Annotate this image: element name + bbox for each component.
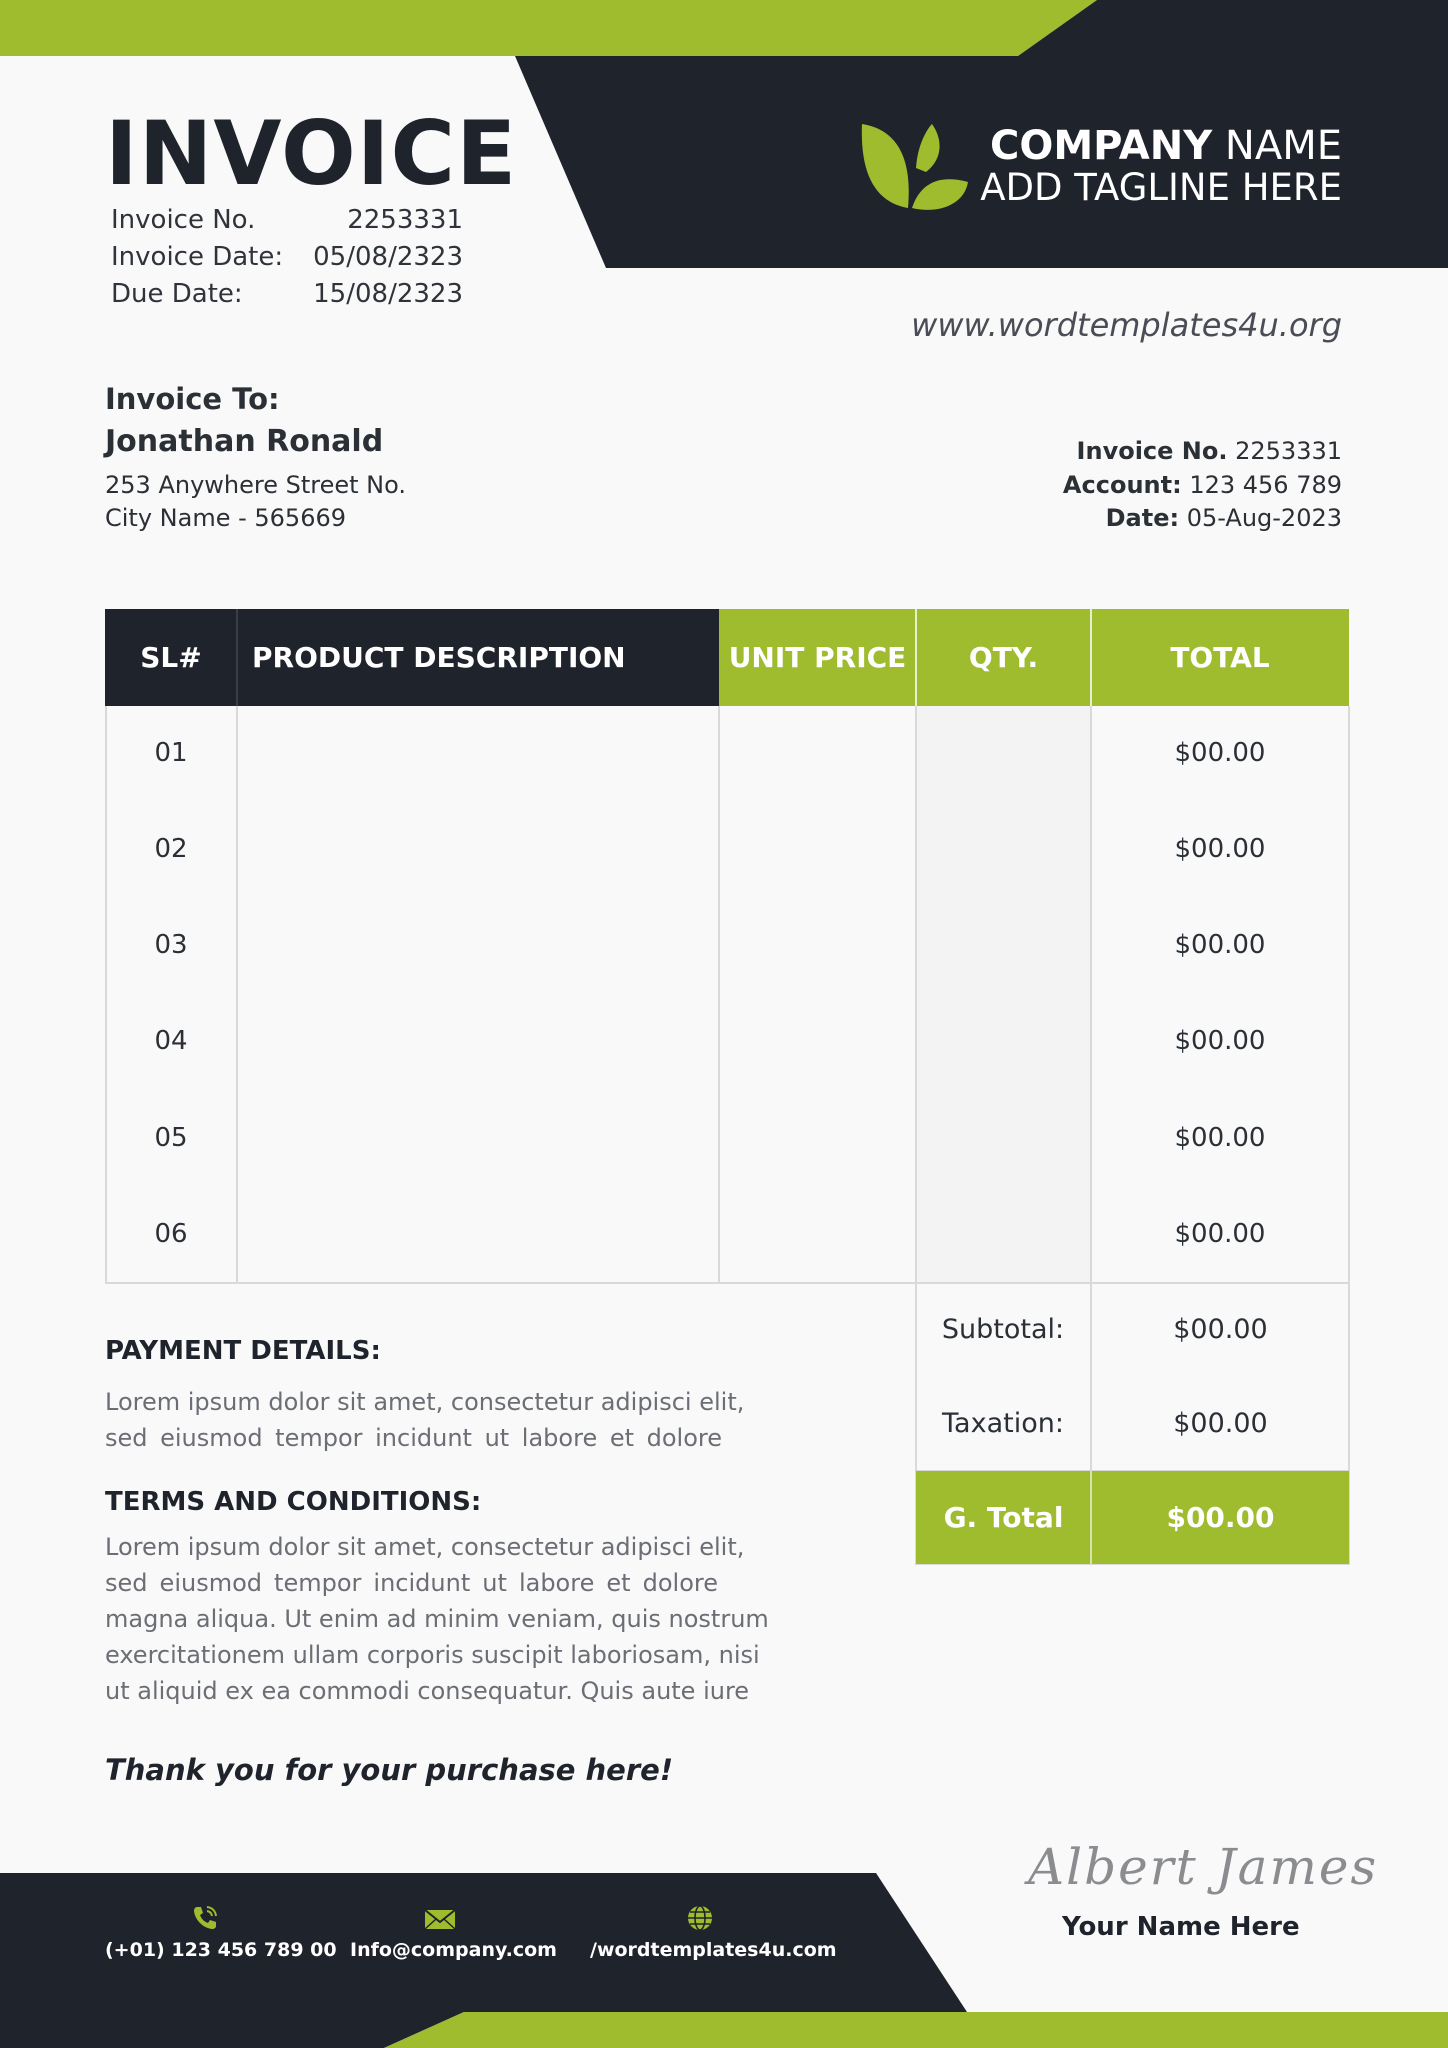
header-divider bbox=[915, 609, 917, 706]
terms-line: exercitationem ullam corporis suscipit laboriosam, nisi bbox=[105, 1641, 760, 1669]
meta-value: 15/08/2323 bbox=[313, 279, 463, 309]
table-border bbox=[236, 706, 238, 1284]
terms-line: sed eiusmod tempor incidunt ut labore et dolore bbox=[105, 1569, 718, 1597]
col-header-qty: QTY. bbox=[916, 609, 1091, 706]
info-value: 2253331 bbox=[1227, 437, 1342, 465]
meta-value: 05/08/2323 bbox=[313, 242, 463, 272]
info-invoice-no bbox=[1077, 437, 1342, 465]
row-total: $00.00 bbox=[1174, 1026, 1266, 1056]
terms-heading: TERMS AND CONDITIONS: bbox=[105, 1487, 482, 1517]
tax-value: $00.00 bbox=[1173, 1408, 1268, 1439]
info-value: 05-Aug-2023 bbox=[1179, 504, 1342, 532]
tax-label: Taxation: bbox=[942, 1408, 1064, 1439]
row-total: $00.00 bbox=[1174, 1123, 1266, 1153]
phone-icon bbox=[190, 1903, 220, 1933]
meta-due-date bbox=[111, 279, 463, 313]
company-name-rest: NAME bbox=[1212, 123, 1342, 169]
col-header-unit-price: UNIT PRICE bbox=[719, 609, 916, 706]
meta-value: 2253331 bbox=[347, 205, 463, 235]
company-name-bold: COMPANY bbox=[989, 123, 1213, 169]
leaf-logo-icon bbox=[860, 122, 970, 210]
info-value: 123 456 789 bbox=[1181, 471, 1342, 499]
customer-address-line1: 253 Anywhere Street No. bbox=[105, 471, 407, 499]
footer-web[interactable] bbox=[590, 1903, 837, 1961]
payment-line: Lorem ipsum dolor sit amet, consectetur adipisci elit, bbox=[105, 1388, 745, 1416]
envelope-icon bbox=[423, 1903, 457, 1933]
col-header-description: PRODUCT DESCRIPTION bbox=[237, 609, 719, 706]
grand-total-value: $00.00 bbox=[1092, 1471, 1349, 1564]
col-header-total: TOTAL bbox=[1091, 609, 1349, 706]
invoice-title: INVOICE bbox=[105, 102, 518, 205]
row-sl: 01 bbox=[154, 738, 188, 768]
website-link[interactable]: www.wordtemplates4u.org bbox=[911, 306, 1342, 344]
table-border bbox=[105, 706, 107, 1284]
row-total: $00.00 bbox=[1174, 930, 1266, 960]
subtotal-value: $00.00 bbox=[1173, 1314, 1268, 1345]
row-sl: 02 bbox=[154, 834, 188, 864]
grand-total-divider bbox=[1090, 1471, 1092, 1564]
payment-line: sed eiusmod tempor incidunt ut labore et dolore bbox=[105, 1424, 722, 1452]
meta-invoice-date bbox=[111, 242, 463, 276]
row-sl: 04 bbox=[154, 1026, 188, 1056]
company-block bbox=[980, 124, 1342, 209]
info-label: Invoice No. bbox=[1076, 437, 1228, 465]
info-label: Account: bbox=[1062, 471, 1182, 499]
col-header-sl: SL# bbox=[105, 609, 237, 706]
signature-script: Albert James bbox=[1028, 1838, 1379, 1896]
customer-name: Jonathan Ronald bbox=[105, 424, 384, 459]
invoice-to-heading: Invoice To: bbox=[105, 382, 280, 416]
subtotal-label: Subtotal: bbox=[941, 1314, 1065, 1345]
terms-line: magna aliqua. Ut enim ad minim veniam, quis nostrum bbox=[105, 1605, 769, 1633]
footer-email-text: Info@company.com bbox=[350, 1939, 557, 1961]
header-divider bbox=[1090, 609, 1092, 706]
terms-line: Lorem ipsum dolor sit amet, consectetur adipisci elit, bbox=[105, 1533, 745, 1561]
meta-label: Due Date: bbox=[111, 279, 243, 309]
payment-text bbox=[105, 1384, 745, 1456]
footer-phone-text: (+01) 123 456 789 00 bbox=[105, 1939, 337, 1961]
globe-icon bbox=[685, 1903, 715, 1933]
row-total: $00.00 bbox=[1174, 738, 1266, 768]
footer-phone[interactable] bbox=[105, 1903, 337, 1961]
row-sl: 05 bbox=[154, 1123, 188, 1153]
row-sl: 03 bbox=[154, 930, 188, 960]
qty-column-shade bbox=[916, 706, 1091, 1283]
payment-heading: PAYMENT DETAILS: bbox=[105, 1336, 381, 1366]
company-tagline: ADD TAGLINE HERE bbox=[980, 166, 1342, 209]
meta-label: Invoice Date: bbox=[111, 242, 284, 272]
row-total: $00.00 bbox=[1174, 834, 1266, 864]
info-date bbox=[1106, 504, 1342, 532]
info-account bbox=[1063, 471, 1342, 499]
meta-invoice-no bbox=[111, 205, 463, 239]
row-total: $00.00 bbox=[1174, 1219, 1266, 1249]
customer-address-line2: City Name - 565669 bbox=[105, 504, 347, 532]
grand-total-label: G. Total bbox=[916, 1471, 1091, 1564]
thank-you-note: Thank you for your purchase here! bbox=[105, 1753, 674, 1787]
footer-web-text: /wordtemplates4u.com bbox=[590, 1939, 837, 1961]
table-border bbox=[718, 706, 720, 1284]
signature-name: Your Name Here bbox=[1062, 1912, 1300, 1942]
terms-line: ut aliquid ex ea commodi consequatur. Quis aute iure bbox=[105, 1677, 750, 1705]
terms-text bbox=[105, 1529, 769, 1709]
info-label: Date: bbox=[1105, 504, 1180, 532]
row-sl: 06 bbox=[154, 1219, 188, 1249]
meta-label: Invoice No. bbox=[111, 205, 256, 235]
footer-email[interactable] bbox=[350, 1903, 557, 1961]
header-divider bbox=[236, 609, 238, 706]
table-border bbox=[105, 1282, 1350, 1284]
